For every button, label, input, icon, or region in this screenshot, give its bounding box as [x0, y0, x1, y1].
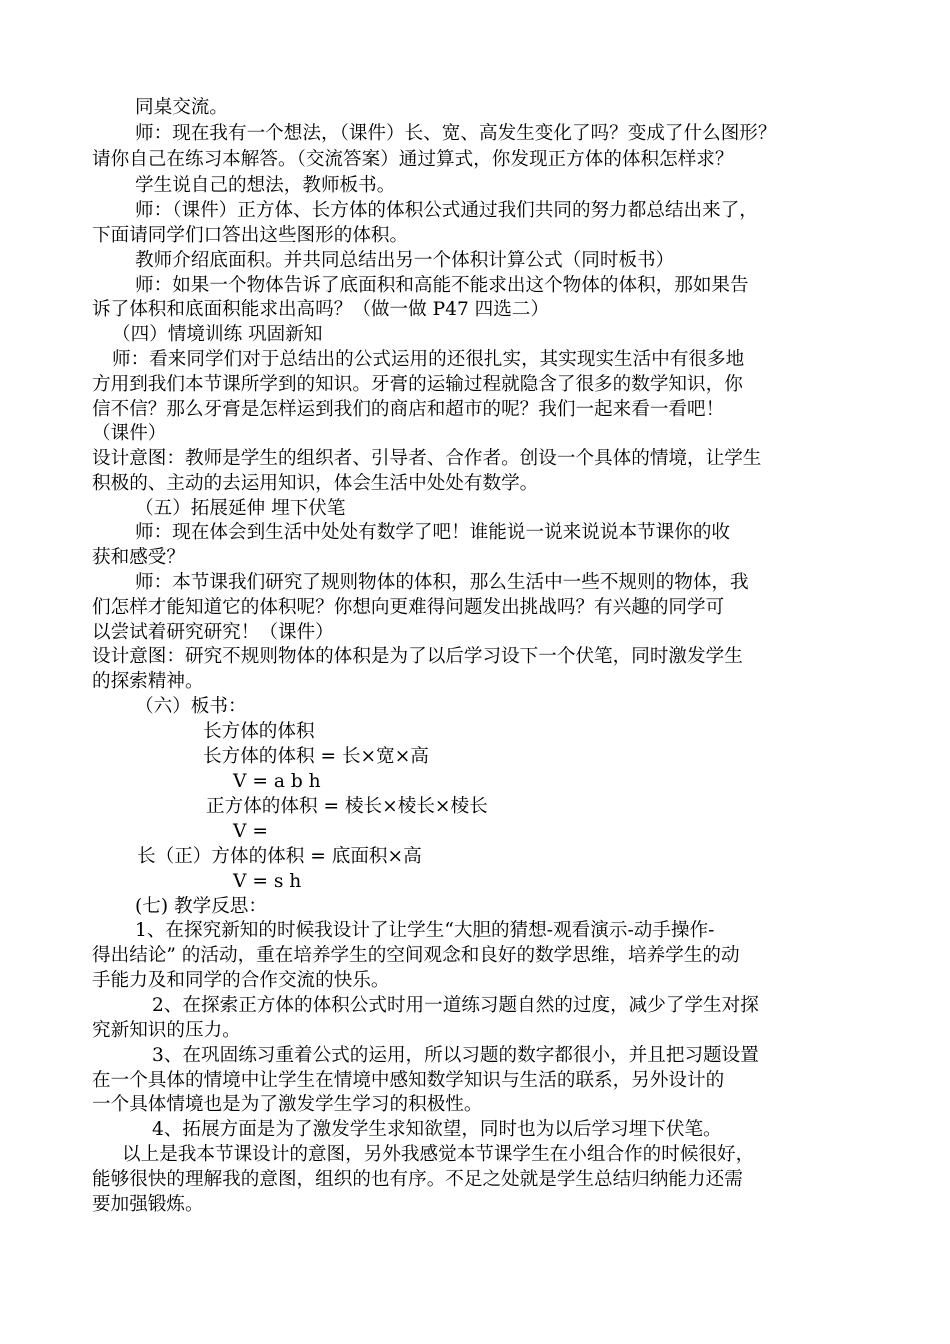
board-formula: 正方体的体积 = 棱长×棱长×棱长: [206, 796, 488, 817]
text-line: 3、在巩固练习重着公式的运用，所以习题的数字都很小，并且把习题设置: [152, 1045, 759, 1066]
text-line: 要加强锻炼。: [92, 1194, 204, 1215]
text-line: 获和感受？: [92, 547, 185, 568]
board-title: 长方体的体积: [203, 721, 315, 742]
text-line: 师：（课件）正方体、长方体的体积公式通过我们共同的努力都总结出来了，: [135, 200, 758, 221]
text-line: 教师介绍底面积。并共同总结出另一个体积计算公式（同时板书）: [135, 250, 675, 271]
text-line: 以尝试着研究研究！（课件）: [92, 622, 334, 643]
board-formula: V =: [233, 821, 268, 842]
text-line: 信不信？那么牙膏是怎样运到我们的商店和超市的呢？我们一起来看一看吧！: [92, 399, 725, 420]
text-line: 手能力及和同学的合作交流的快乐。: [92, 970, 390, 991]
text-line: 们怎样才能知道它的体积呢？你想向更难得问题发出挑战吗？有兴趣的同学可: [92, 597, 725, 618]
section-heading: (七) 教学反思：: [135, 896, 267, 917]
section-heading: （六）板书：: [135, 696, 247, 717]
text-line: 以上是我本节课设计的意图，另外我感觉本节课学生在小组合作的时候很好，: [122, 1144, 755, 1165]
text-line: 下面请同学们口答出这些图形的体积。: [92, 225, 409, 246]
board-formula: 长（正）方体的体积 = 底面积×高: [137, 846, 422, 867]
text-line: 1、在探究新知的时候我设计了让学生“大胆的猜想-观看演示-动手操作-: [135, 920, 715, 941]
board-formula: V = s h: [233, 871, 302, 892]
board-formula: V = a b h: [233, 771, 321, 792]
text-line: 师：本节课我们研究了规则物体的体积，那么生活中一些不规则的物体，我: [135, 572, 749, 593]
text-line: 诉了体积和底面积能求出高吗？（做一做 P47 四选二）: [92, 299, 550, 320]
text-line: 一个具体情境也是为了激发学生学习的积极性。: [92, 1094, 483, 1115]
text-line: 究新知识的压力。: [92, 1020, 241, 1041]
text-line: 设计意图：教师是学生的组织者、引导者、合作者。创设一个具体的情境，让学生: [92, 448, 762, 469]
text-line: 在一个具体的情境中让学生在情境中感知数学知识与生活的联系，另外设计的: [92, 1070, 725, 1091]
section-heading: （五）拓展延伸 埋下伏笔: [135, 498, 346, 519]
section-heading: （四）情境训练 巩固新知: [112, 324, 323, 345]
board-formula: 长方体的体积 = 长×宽×高: [203, 746, 429, 767]
text-line: 师：看来同学们对于总结出的公式运用的还很扎实，其实现实生活中有很多地: [112, 349, 745, 370]
text-line: 2、在探索正方体的体积公式时用一道练习题自然的过度，减少了学生对探: [152, 995, 759, 1016]
text-line: 师：如果一个物体告诉了底面积和高能不能求出这个物体的体积，那如果告: [135, 275, 749, 296]
text-line: 学生说自己的想法，教师板书。: [135, 175, 396, 196]
text-line: 方用到我们本节课所学到的知识。牙膏的运输过程就隐含了很多的数学知识，你: [92, 374, 743, 395]
text-line: （课件）: [92, 423, 167, 444]
text-line: 积极的、主动的去运用知识，体会生活中处处有数学。: [92, 473, 539, 494]
text-line: 请你自己在练习本解答。（交流答案）通过算式，你发现正方体的体积怎样求？: [92, 149, 734, 170]
text-line: 师：现在体会到生活中处处有数学了吧！谁能说一说来说说本节课你的收: [135, 522, 731, 543]
text-line: 4、拓展方面是为了激发学生求知欲望，同时也为以后学习埋下伏笔。: [152, 1119, 722, 1140]
text-line: 得出结论” 的活动，重在培养学生的空间观念和良好的数学思维，培养学生的动: [92, 945, 740, 966]
text-line: 的探索精神。: [92, 671, 204, 692]
text-line: 同桌交流。: [135, 97, 228, 118]
text-line: 能够很快的理解我的意图，组织的也有序。不足之处就是学生总结归纳能力还需: [92, 1169, 743, 1190]
text-line: 设计意图：研究不规则物体的体积是为了以后学习设下一个伏笔，同时激发学生: [92, 646, 743, 667]
text-line: 师：现在我有一个想法，（课件）长、宽、高发生变化了吗？变成了什么图形？: [135, 123, 777, 144]
